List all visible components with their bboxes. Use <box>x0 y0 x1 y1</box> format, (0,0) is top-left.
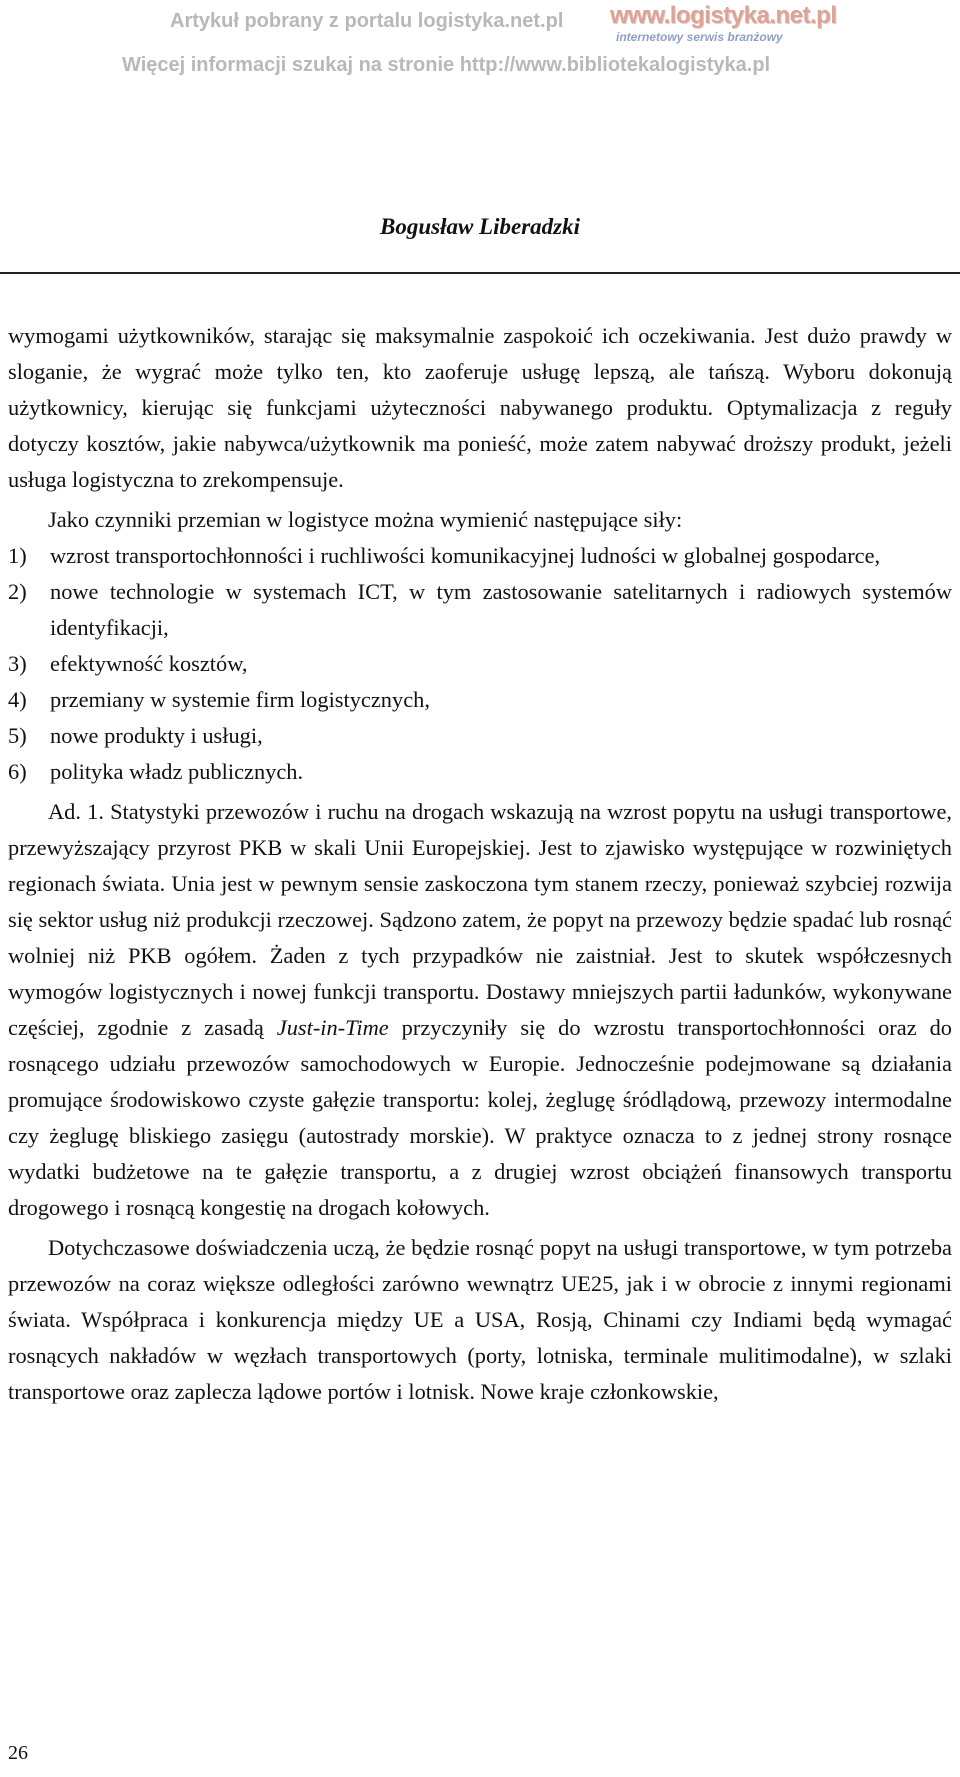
list-item-text: nowe produkty i usługi, <box>50 723 263 748</box>
paragraph-1: wymogami użytkowników, starając się maksymalnie zaspokoić ich oczekiwania. Jest dużo prawdy w sloganie, że wygrać może tylko ten, kto zaoferuje usługę lepszą, ale tańszą. Wyboru dokonują użytkownicy, kierując się funkcjami użyteczności nabywanego produktu. Optymalizacja z reguły dotyczy kosztów, jakie nabywca/użytkownik ma ponieść, może zatem nabywać droższy produkt, jeżeli usługa logistyczna to zrekompensuje. <box>8 323 952 492</box>
list-item-number: 4) <box>8 687 27 712</box>
running-header-author: Bogusław Liberadzki <box>379 214 580 239</box>
list-item-number: 2) <box>8 579 27 604</box>
paragraph-2: Jako czynniki przemian w logistyce można wymienić następujące siły: <box>48 507 683 532</box>
list-item-text: polityka władz publicznych. <box>50 759 304 784</box>
list-item-number: 5) <box>8 723 27 748</box>
banner-info-text: Więcej informacji szukaj na stronie http://www.bibliotekalogistyka.pl <box>122 54 771 76</box>
just-in-time-term: Just-in-Time <box>276 1015 389 1040</box>
logo-tagline: internetowy serwis branżowy <box>616 30 783 44</box>
list-item-text: przemiany w systemie firm logistycznych, <box>50 687 430 712</box>
portal-logo[interactable] <box>610 2 837 48</box>
download-banner <box>0 0 960 90</box>
list-item <box>8 646 952 682</box>
article-body <box>8 318 952 1410</box>
header-divider <box>0 272 960 274</box>
list-item-text: efektywność kosztów, <box>50 651 248 676</box>
list-item <box>8 718 952 754</box>
paragraph-3-start: Ad. 1. Statystyki przewozów i ruchu na drogach wskazują na wzrost popytu na usługi transportowe, przewyższający przyrost PKB w skali Unii Europejskiej. Jest to zjawisko występujące w rozwiniętych regionach świata. Unia jest w pewnym sensie zaskoczona tym stanem rzeczy, ponieważ szybciej rozwija się sektor usług niż produkcji rzeczowej. Sądzono zatem, że popyt na przewozy będzie spadać lub rosnąć wolniej niż PKB ogółem. Żaden z tych przypadków nie zaistniał. Jest to skutek współczesnych wymogów logistycznych i nowej funkcji transportu. Dostawy mniejszych partii ładunków, wykonywane częściej, zgodnie z zasadą <box>8 799 952 1040</box>
list-item-text: nowe technologie w systemach ICT, w tym zastosowanie satelitarnych i radiowych systemów identyfikacji, <box>50 579 952 640</box>
paragraph-3-end: przyczyniły się do wzrostu transportochłonności oraz do rosnącego udziału przewozów samochodowych w Europie. Jednocześnie podejmowane są działania promujące środowiskowo czyste gałęzie transportu: kolej, żeglugę śródlądową, przewozy intermodalne czy żeglugę bliskiego zasięgu (autostrady morskie). W praktyce oznacza to z jednej strony rosnące wydatki budżetowe na te gałęzie transportu, a z drugiej wzrost obciążeń finansowych transportu drogowego i rosnącą kongestię na drogach kołowych. <box>8 1015 952 1220</box>
list-item <box>8 682 952 718</box>
list-item-number: 1) <box>8 543 27 568</box>
list-item <box>8 574 952 646</box>
factors-list <box>8 538 952 790</box>
list-item-number: 3) <box>8 651 27 676</box>
paragraph-3 <box>8 794 952 1226</box>
list-item <box>8 538 952 574</box>
logo-wordmark: www.logistyka.net.pl <box>610 2 837 29</box>
list-item <box>8 754 952 790</box>
list-item-number: 6) <box>8 759 27 784</box>
list-item-text: wzrost transportochłonności i ruchliwości komunikacyjnej ludności w globalnej gospodarce, <box>50 543 881 568</box>
page-number: 26 <box>8 1742 28 1764</box>
paragraph-4: Dotychczasowe doświadczenia uczą, że będzie rosnąć popyt na usługi transportowe, w tym potrzeba przewozów na coraz większe odległości zarówno wewnątrz UE25, jak i w obrocie z innymi regionami świata. Współpraca i konkurencja między UE a USA, Rosją, Chinami czy Indiami będą wymagać rosnących nakładów w węzłach transportowych (porty, lotniska, terminale mulitimodalne), w szlaki transportowe oraz zaplecza lądowe portów i lotnisk. Nowe kraje członkowskie, <box>8 1235 952 1404</box>
banner-source-text: Artykuł pobrany z portalu logistyka.net.pl <box>170 10 564 32</box>
